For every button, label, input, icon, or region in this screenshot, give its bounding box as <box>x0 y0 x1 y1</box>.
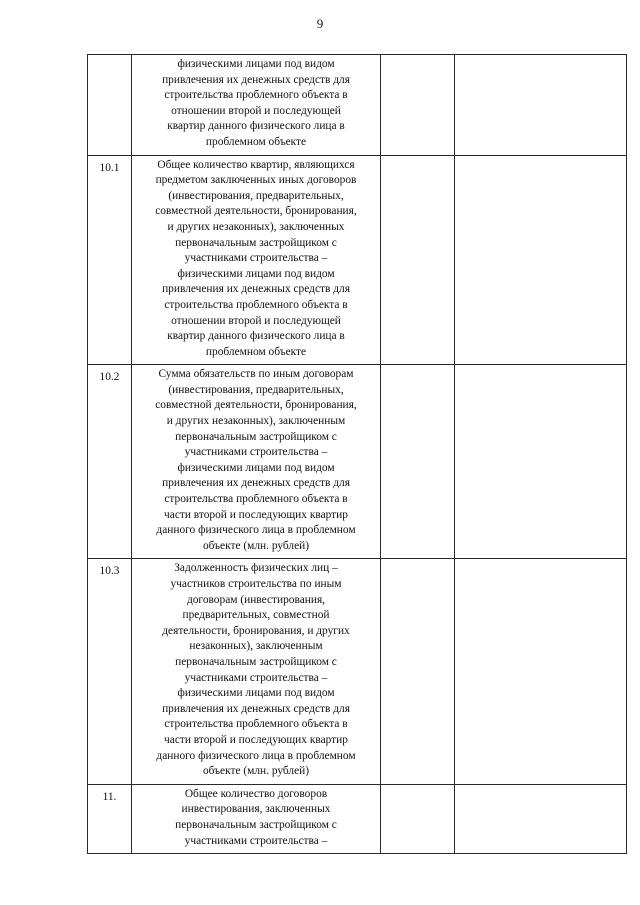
data-table <box>87 54 627 854</box>
description-line: и других незаконных), заключенных <box>167 220 345 233</box>
row-number: 10.2 <box>88 365 132 559</box>
description-line: физическими лицами под видом <box>177 267 335 280</box>
description-line: деятельности, бронирования, и других <box>162 624 350 637</box>
description-line: Задолженность физических лиц – <box>174 562 338 575</box>
value-cell <box>381 55 455 156</box>
description-line: инвестирования, заключенных <box>181 803 331 816</box>
description-line: Сумма обязательств по иным договорам <box>158 368 354 381</box>
page-number: 9 <box>316 16 324 31</box>
description-line: первоначальным застройщиком с <box>175 430 337 443</box>
description-line: физическими лицами под видом <box>177 687 335 700</box>
description-line: привлечения их денежных средств для <box>162 702 350 715</box>
description-line: привлечения их денежных средств для <box>162 283 350 296</box>
description-line: квартир данного физического лица в <box>167 120 345 133</box>
description-line: данного физического лица в проблемном <box>156 749 356 762</box>
value-cell <box>381 365 455 559</box>
description-line: Общее количество договоров <box>184 787 328 800</box>
description-line: совместной деятельности, бронирования, <box>155 399 357 412</box>
description-line: первоначальным застройщиком с <box>175 236 337 249</box>
description-line: и других незаконных), заключенным <box>166 415 346 428</box>
row-description <box>132 365 381 559</box>
description-line: квартир данного физического лица в <box>167 330 345 343</box>
description-line: части второй и последующих квартир <box>164 508 348 521</box>
value-cell <box>381 559 455 784</box>
note-cell <box>455 784 627 853</box>
description-line: привлечения их денежных средств для <box>162 477 350 490</box>
description-line: совместной деятельности, бронирования, <box>155 205 357 218</box>
description-line: (инвестирования, предварительных, <box>168 189 344 202</box>
table-row <box>88 559 627 784</box>
description-line: физическими лицами под видом <box>177 461 335 474</box>
table-row <box>88 55 627 156</box>
table-row <box>88 155 627 365</box>
description-line: участниками строительства – <box>184 446 328 459</box>
description-line: участниками строительства – <box>184 252 328 265</box>
description-line: данного физического лица в проблемном <box>156 524 356 537</box>
description-line: строительства проблемного объекта в <box>164 718 348 731</box>
description-line: предметом заключенных иных договоров <box>155 174 357 187</box>
description-line: строительства проблемного объекта в <box>164 493 348 506</box>
row-number <box>88 55 132 156</box>
description-line: объекте (млн. рублей) <box>202 765 310 778</box>
description-line: отношении второй и последующей <box>171 314 341 327</box>
table-row <box>88 784 627 853</box>
description-line: отношении второй и последующей <box>171 104 341 117</box>
row-number: 11. <box>88 784 132 853</box>
description-line: предварительных, совместной <box>182 609 330 622</box>
row-number: 10.1 <box>88 155 132 365</box>
description-line: договорам (инвестирования, <box>186 593 326 606</box>
description-line: Общее количество квартир, являющихся <box>157 158 355 171</box>
description-line: физическими лицами под видом <box>177 58 335 70</box>
description-line: участниками строительства – <box>184 671 328 684</box>
table-row <box>88 365 627 559</box>
note-cell <box>455 365 627 559</box>
row-description <box>132 784 381 853</box>
note-cell <box>455 559 627 784</box>
description-line: (инвестирования, предварительных, <box>168 383 344 396</box>
description-line: части второй и последующих квартир <box>164 733 348 746</box>
row-description <box>132 559 381 784</box>
row-description <box>132 155 381 365</box>
description-line: привлечения их денежных средств для <box>162 73 350 86</box>
description-line: участников строительства по иным <box>170 578 342 590</box>
note-cell <box>455 155 627 365</box>
note-cell <box>455 55 627 156</box>
value-cell <box>381 784 455 853</box>
description-line: проблемном объекте <box>205 345 307 358</box>
description-line: строительства проблемного объекта в <box>164 298 348 311</box>
description-line: первоначальным застройщиком с <box>175 818 337 831</box>
description-line: проблемном объекте <box>205 135 307 148</box>
description-line: незаконных), заключенным <box>189 640 323 653</box>
description-line: участниками строительства – <box>184 834 328 847</box>
value-cell <box>381 155 455 365</box>
row-description <box>132 55 381 156</box>
description-line: первоначальным застройщиком с <box>175 655 337 668</box>
row-number: 10.3 <box>88 559 132 784</box>
description-line: объекте (млн. рублей) <box>202 539 310 552</box>
description-line: строительства проблемного объекта в <box>164 89 348 102</box>
